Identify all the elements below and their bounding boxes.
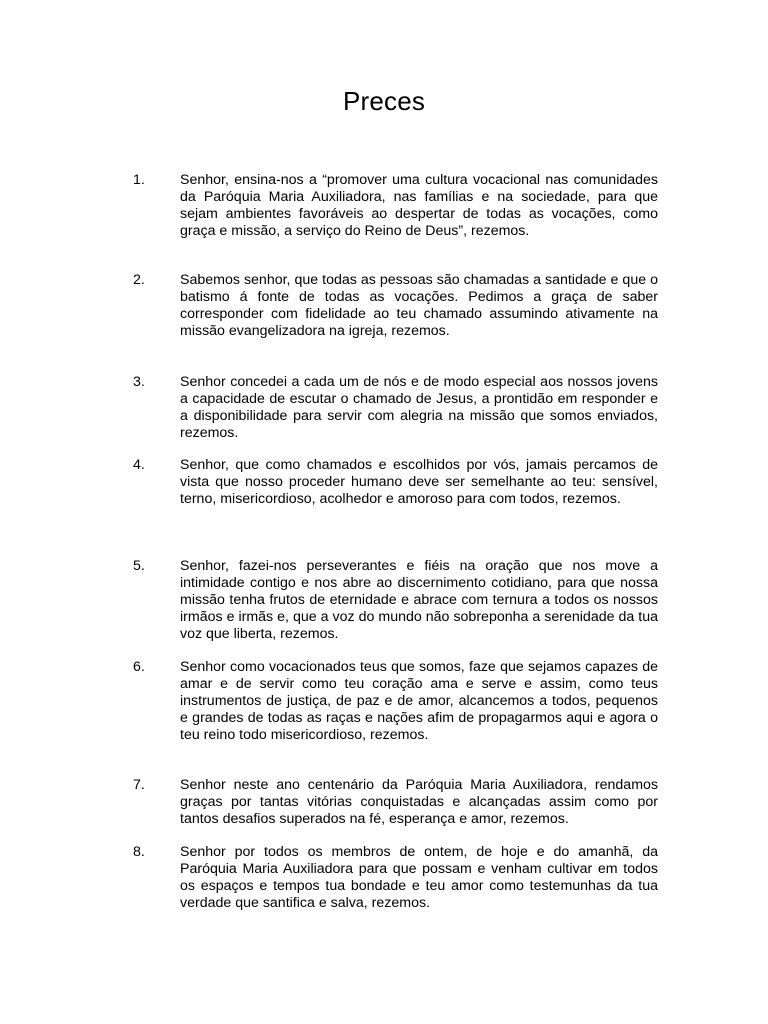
prayer-text: Senhor, ensina-nos a “promover uma cultura vocacional nas comunidades da Paróquia Maria Auxiliadora, nas famílias e na sociedade, para que sejam ambientes favoráveis ao despertar de todas as vocações, como graça e missão, a serviço do Reino de Deus”, rezemos. (180, 172, 658, 239)
prayer-number: 7. (133, 777, 145, 793)
prayer-text: Senhor concedei a cada um de nós e de modo especial aos nossos jovens a capacidade de escutar o chamado de Jesus, a prontidão em responder e a disponibilidade para servir com alegria na missão que somos enviados, rezemos. (180, 374, 658, 441)
prayer-number: 2. (133, 272, 145, 288)
prayer-text: Senhor, fazei-nos perseverantes e fiéis na oração que nos move a intimidade contigo e nos abre ao discernimento cotidiano, para que nossa missão tenha frutos de eternidade e abrace com ternura a todos os nossos irmãos e irmãs e, que a voz do mundo não sobreponha a serenidade da tua voz que liberta, rezemos. (180, 558, 658, 642)
prayer-number: 6. (133, 659, 145, 675)
prayer-text: Sabemos senhor, que todas as pessoas são chamadas a santidade e que o batismo á fonte de todas as vocações. Pedimos a graça de saber corresponder com fidelidade ao teu chamado assumindo ativamente na missão evangelizadora na igreja, rezemos. (180, 272, 658, 339)
prayer-text: Senhor como vocacionados teus que somos, faze que sejamos capazes de amar e de servir como teu coração ama e serve e assim, como teus instrumentos de justiça, de paz e de amor, alcancemos a todos, pequenos e grandes de todas as raças e nações afim de propagarmos aqui e agora o teu reino todo misericordioso, rezemos. (180, 659, 658, 743)
prayer-number: 3. (133, 374, 145, 390)
prayer-number: 4. (133, 457, 145, 473)
prayer-number: 5. (133, 558, 145, 574)
page-title: Preces (342, 86, 426, 116)
prayer-text: Senhor neste ano centenário da Paróquia Maria Auxiliadora, rendamos graças por tantas vitórias conquistadas e alcançadas assim como por tantos desafios superados na fé, esperança e amor, rezemos. (180, 777, 658, 827)
prayer-text: Senhor, que como chamados e escolhidos por vós, jamais percamos de vista que nosso proceder humano deve ser semelhante ao teu: sensível, terno, misericordioso, acolhedor e amoroso para com todos, rezemos. (180, 457, 658, 507)
prayer-number: 8. (133, 844, 145, 860)
prayer-number: 1. (133, 172, 145, 188)
prayer-text: Senhor por todos os membros de ontem, de hoje e do amanhã, da Paróquia Maria Auxiliadora para que possam e venham cultivar em todos os espaços e tempos tua bondade e teu amor como testemunhas da tua verdade que santifica e salva, rezemos. (180, 844, 658, 911)
